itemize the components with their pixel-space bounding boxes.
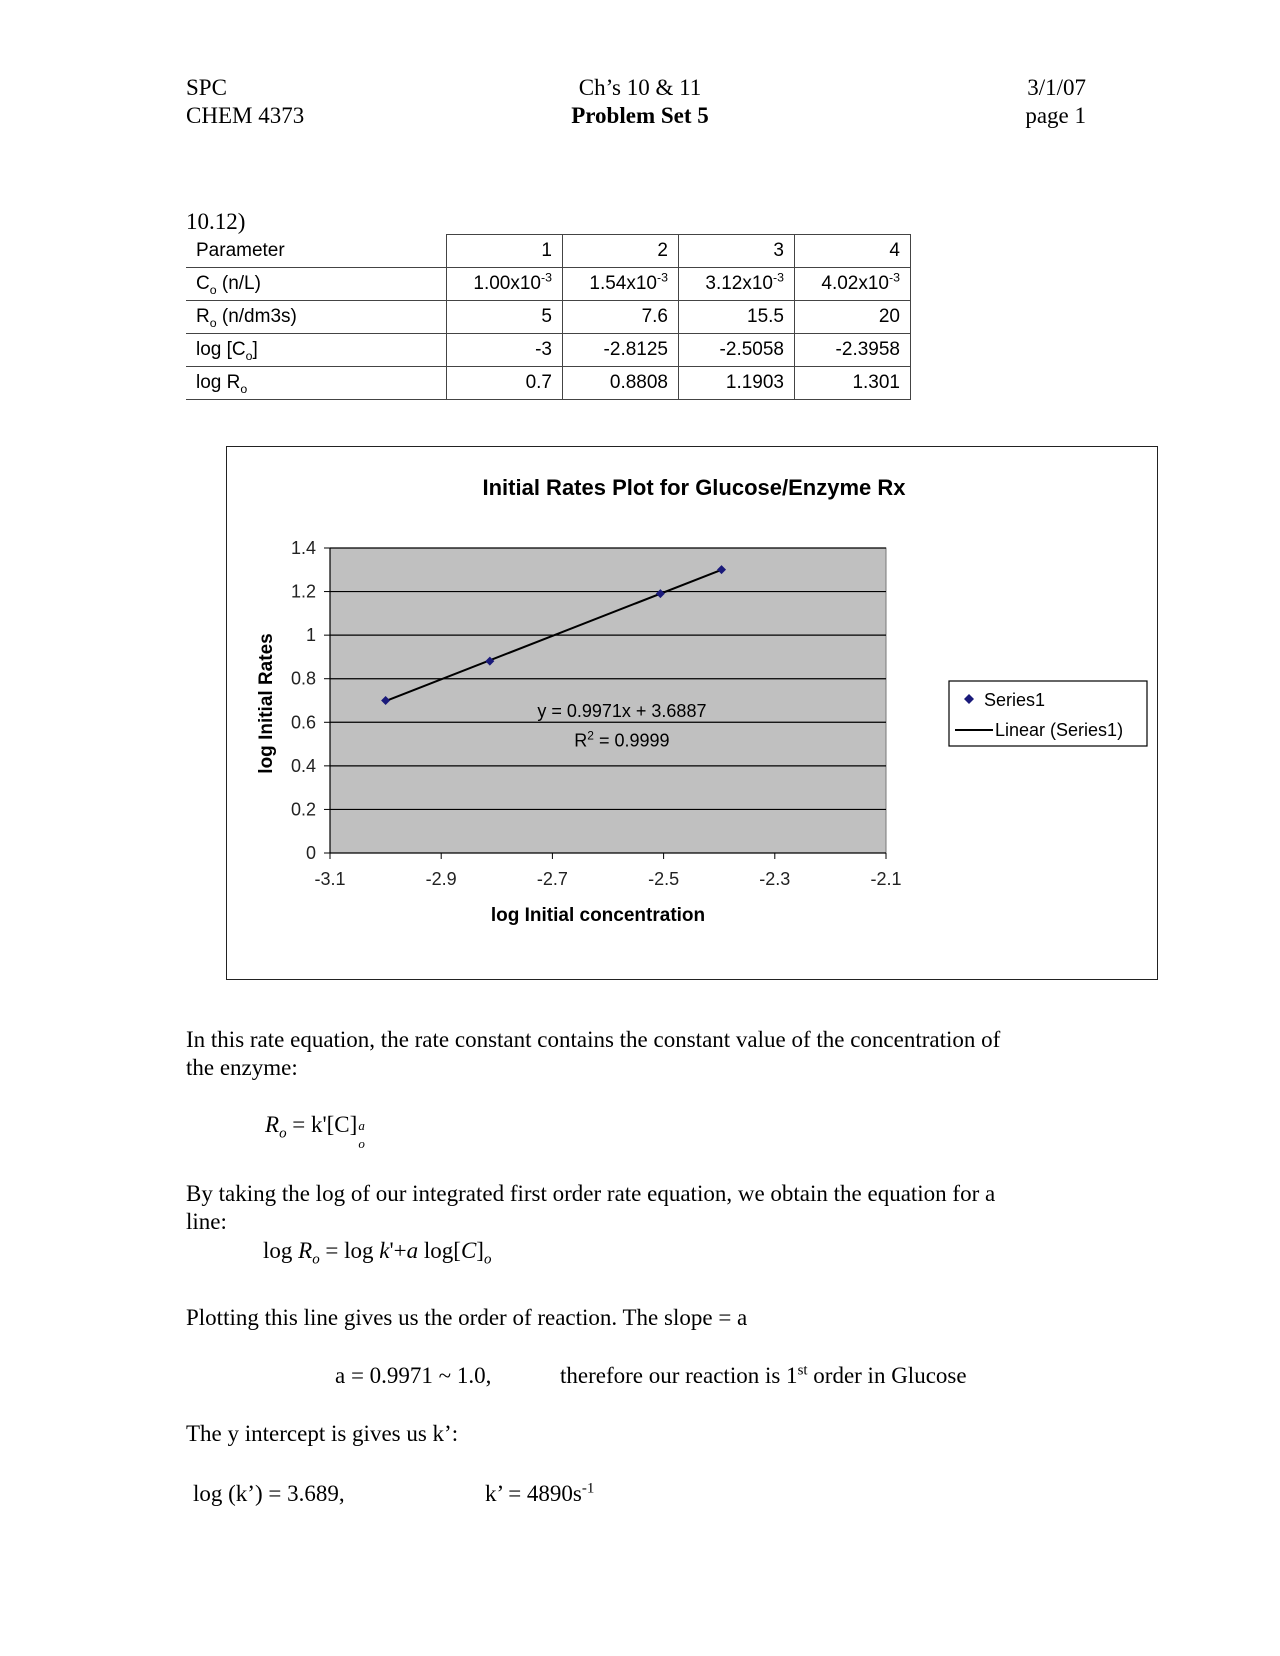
header-left	[186, 74, 304, 130]
table-row	[186, 301, 911, 334]
x-tick-label: -2.5	[648, 869, 680, 889]
table-header-row	[186, 235, 911, 268]
table-cell: 0.8808	[563, 367, 679, 400]
x-tick-label: -2.3	[759, 869, 791, 889]
table-col-header: 2	[563, 235, 679, 268]
row-label: $R_o$ (n/dm3s)	[186, 301, 447, 334]
header-date: 3/1/07	[1027, 75, 1086, 100]
table-cell: 20	[795, 301, 911, 334]
table-row	[186, 268, 911, 301]
text-line: By taking the log of our integrated first order rate equation, we obtain the equation for a	[186, 1181, 996, 1206]
legend-entry-series1: Series1	[984, 690, 1046, 710]
table-cell: -2.8125	[563, 334, 679, 367]
reaction-order-statement: therefore our reaction is 1st order in Glucose	[560, 1362, 967, 1388]
text-line: the enzyme:	[186, 1055, 298, 1080]
problem-number: 10.12)	[186, 209, 246, 234]
table-row	[186, 334, 911, 367]
table-col-header: 4	[795, 235, 911, 268]
y-tick-label: 1	[305, 625, 316, 646]
text-line: line:	[186, 1209, 227, 1234]
table-cell: 0.7	[447, 367, 563, 400]
table-cell: 7.6	[563, 301, 679, 334]
log-k-value: log (k’) = 3.689,	[193, 1481, 345, 1506]
table-cell: $1.54x10^{-3}$	[563, 268, 679, 301]
slope-value: a = 0.9971 ~ 1.0,	[335, 1363, 492, 1388]
y-tick-label: 0.2	[290, 799, 316, 820]
x-tick-label: -2.7	[536, 869, 568, 889]
paragraph-intercept: The y intercept is gives us k’:	[186, 1421, 459, 1446]
paragraph-rate-constant	[186, 1026, 1000, 1082]
table-cell: 1.1903	[679, 367, 795, 400]
paragraph-log-form	[186, 1180, 995, 1236]
table-row	[186, 367, 911, 400]
y-tick-label: 0.6	[290, 712, 316, 733]
y-tick-label: 0.8	[290, 668, 316, 689]
x-axis-label: log Initial concentration	[490, 905, 706, 926]
table-cell: -2.5058	[679, 334, 795, 367]
row-label: $\log R_o$	[186, 367, 447, 400]
header-page: page 1	[1025, 103, 1086, 128]
table-col-header: 1	[447, 235, 563, 268]
text-line: In this rate equation, the rate constant contains the constant value of the concentration of	[186, 1027, 1001, 1052]
table-cell: $3.12x10^{-3}$	[679, 268, 795, 301]
x-tick-label: -3.1	[314, 869, 346, 889]
y-axis-label: log Initial Rates	[256, 633, 277, 774]
table-header-label: Parameter	[186, 235, 447, 268]
legend-entry-linear: Linear (Series1)	[995, 720, 1124, 740]
table-cell: $1.00x10^{-3}$	[447, 268, 563, 301]
table-cell: 5	[447, 301, 563, 334]
chart-legend	[949, 681, 1147, 746]
table-cell: -3	[447, 334, 563, 367]
table-cell: $4.02x10^{-3}$	[795, 268, 911, 301]
initial-rates-chart	[227, 447, 1159, 981]
x-tick-label: -2.9	[425, 869, 457, 889]
y-tick-label: 1.4	[290, 538, 316, 558]
equation-log-linear: $\log R_o = \log k'+a$ $\log[C]_o$	[263, 1238, 492, 1268]
row-label: $\log [C_o]$	[186, 334, 447, 367]
trendline-equation: y = 0.9971x + 3.6887	[537, 700, 707, 721]
header-chapters: Ch’s 10 & 11	[578, 75, 702, 100]
parameter-table	[186, 234, 911, 400]
chart-title: Initial Rates Plot for Glucose/Enzyme Rx	[482, 475, 906, 500]
header-title: Problem Set 5	[571, 103, 709, 128]
table-cell: 1.301	[795, 367, 911, 400]
header-course: CHEM 4373	[186, 103, 305, 128]
table-col-header: 3	[679, 235, 795, 268]
table-cell: 15.5	[679, 301, 795, 334]
k-value: k’ = $4890s^{-1}$	[485, 1480, 595, 1506]
row-label: $C_o$ (n/L)	[186, 268, 447, 301]
header-org: SPC	[186, 75, 227, 100]
r-squared-label: $R^2 = 0.9999$	[574, 728, 670, 751]
y-tick-label: 0	[305, 843, 316, 863]
equation-rate-law: $R_o = k'[C]$ a o	[265, 1112, 365, 1151]
paragraph-slope: Plotting this line gives us the order of reaction. The slope = a	[186, 1305, 748, 1330]
y-tick-label: 1.2	[290, 581, 316, 602]
table-cell: -2.3958	[795, 334, 911, 367]
x-tick-label: -2.1	[870, 869, 902, 889]
y-tick-label: 0.4	[290, 755, 316, 776]
chart-frame	[226, 446, 1158, 980]
header-right	[900, 74, 1086, 130]
header-center	[440, 74, 840, 130]
